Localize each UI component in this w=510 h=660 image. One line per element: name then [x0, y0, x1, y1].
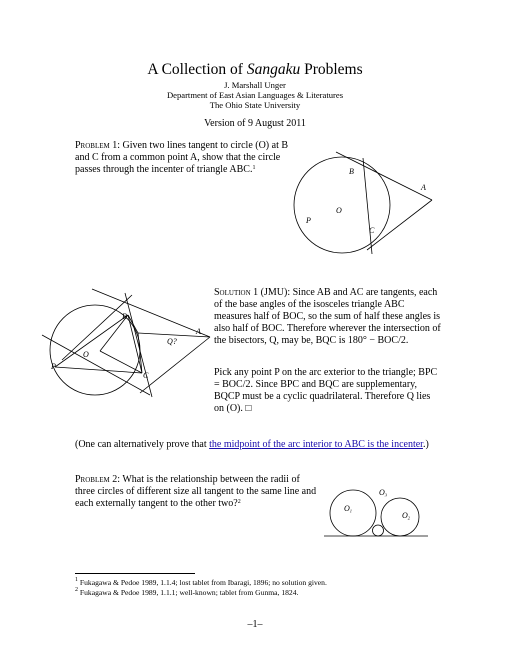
- segment-pc: [55, 367, 142, 373]
- solution-1-para-2: Pick any point P on the arc exterior to the triangle; BPC = BOC/2. Since BPC and BQC are supplementary, BQCP must be a cyclic quadrilateral. Therefore Q lies on (O). □: [214, 367, 438, 414]
- tangent-line-ab: [336, 152, 432, 200]
- problem-2-text: Problem 2: What is the relationship between the radii of three circles of different size all tangent to the same line and each externally tangent to the other two?$^2$: [75, 474, 317, 509]
- label-o2: O2: [402, 511, 411, 521]
- chord-bc: [363, 158, 372, 254]
- label-o3: O3: [379, 488, 388, 498]
- circle-o3: [373, 525, 384, 536]
- label-c: C: [143, 371, 149, 380]
- page-number: –1–: [247, 619, 263, 630]
- segment-pb: [55, 315, 128, 367]
- tangent-line-ac: [367, 200, 432, 250]
- problem-2-label: Problem 2: [75, 474, 118, 485]
- segment-oc: [100, 351, 142, 373]
- label-b: B: [122, 312, 127, 321]
- tangent-line-ab: [92, 289, 210, 337]
- problem-1-text: Problem 1: Given two lines tangent to circle (O) at B and C from a common point A, show that the circle passes through the incenter of triangle ABC.$^1$: [75, 140, 289, 175]
- solution-1-para-1: Solution 1 (JMU): Since AB and AC are tangents, each of the base angles of the isosceles triangle ABC measures half of BOC, so the sum of half these angles is also half of BOC. Therefore wherever the intersection of the bisectors, Q, may be, BQC is 180° − BOC/2.: [214, 287, 441, 346]
- label-p: P: [51, 362, 56, 371]
- label-a: A: [196, 327, 201, 336]
- label-a: A: [421, 183, 426, 192]
- figure-3-three-circles: [320, 482, 430, 542]
- document-title: A Collection of Sangaku Problems: [147, 61, 363, 78]
- chord-bc-extended: [125, 293, 152, 397]
- footnote-separator: [75, 573, 195, 574]
- footnote-1: $^1$ Fukagawa & Pedoe 1989, 1.1.4; lost tablet from Ibaragi, 1896; no solution given.: [75, 577, 327, 587]
- solution-1-label: Solution 1: [214, 287, 259, 298]
- footnote-2: $^2$ Fukagawa & Pedoe 1989, 1.1.1; well-known; tablet from Gunma, 1824.: [75, 587, 299, 597]
- figure-2-incenter-proof: [40, 285, 215, 400]
- label-p: P: [306, 216, 311, 225]
- label-o1: O1: [344, 504, 353, 514]
- author: J. Marshall Unger: [224, 80, 286, 90]
- circle-o2: [381, 498, 419, 536]
- department: Department of East Asian Languages & Literatures: [166, 90, 344, 100]
- figure-1-tangent-circle: [290, 150, 440, 260]
- circle-o1: [330, 490, 376, 536]
- footnote-ref-2[interactable]: 2: [237, 499, 241, 505]
- label-b: B: [349, 167, 354, 176]
- label-o: O: [336, 206, 342, 215]
- problem-1-label: Problem 1: [75, 140, 118, 151]
- university: The Ohio State University: [209, 100, 301, 110]
- incenter-proof-link[interactable]: the midpoint of the arc interior to ABC is the incenter: [209, 439, 423, 450]
- footnote-ref-1[interactable]: 1: [252, 165, 256, 171]
- label-q: Q?: [167, 337, 177, 346]
- label-o: O: [83, 350, 89, 359]
- version-date: Version of 9 August 2011: [204, 118, 306, 129]
- label-c: C: [369, 226, 375, 235]
- alternative-proof-note: (One can alternatively prove that the midpoint of the arc interior to ABC is the incenter.): [75, 439, 429, 450]
